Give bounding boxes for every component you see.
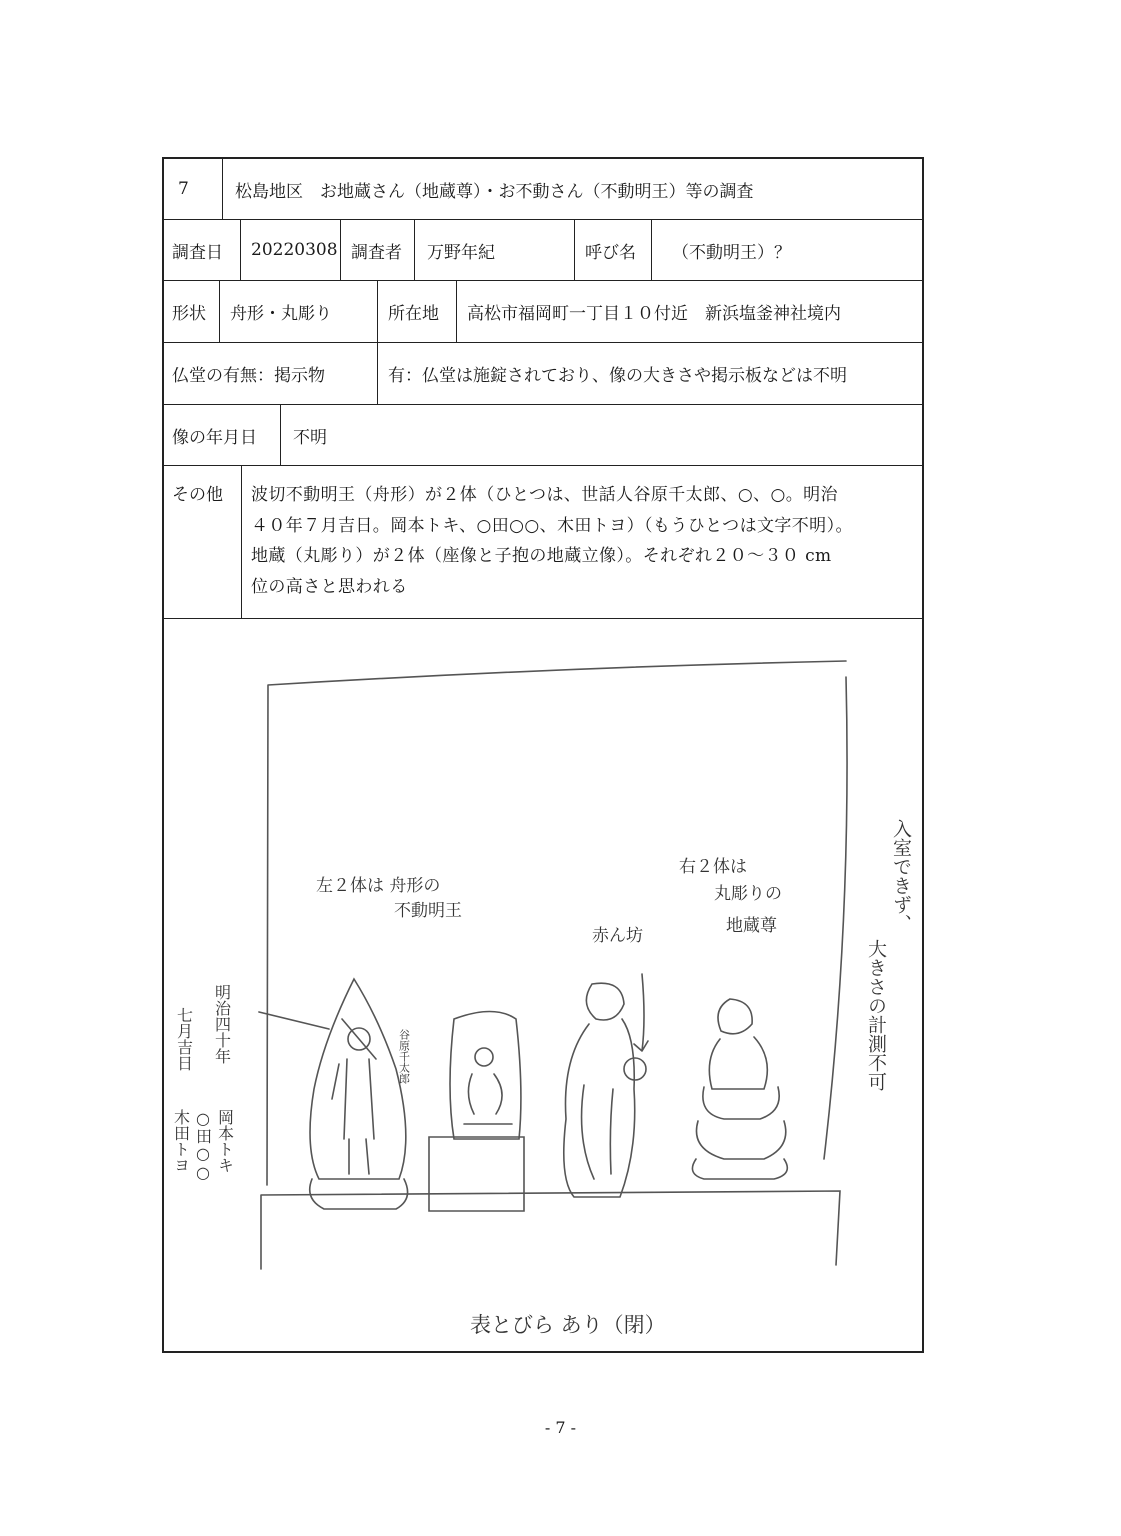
hand-sketch xyxy=(164,619,922,1351)
other-label: その他 xyxy=(172,485,223,505)
date-label: 調査日 xyxy=(172,242,223,263)
side-note-2: 大きさの計測不可 xyxy=(865,939,887,1091)
other-line-4: 位の高さと思われる xyxy=(251,576,408,597)
other-line-1: 波切不動明王（舟形）が２体（ひとつは、世話人谷原千太郎、○、○。明治 xyxy=(251,485,838,505)
other-line-2: ４０年７月吉日。岡本トキ、○田○○、木田トヨ）（もうひとつは文字不明）。 xyxy=(251,515,853,536)
surveyor-value: 万野年紀 xyxy=(414,220,574,280)
call-name-label: 呼び名 xyxy=(574,220,651,280)
survey-row xyxy=(164,220,922,281)
jizo-seated xyxy=(718,999,752,1034)
page-number: - 7 - xyxy=(544,1418,577,1437)
survey-title: 松島地区 お地蔵さん（地蔵尊）・お不動さん（不動明王）等の調査 xyxy=(222,159,922,219)
right-note-2: 丸彫りの xyxy=(714,884,782,904)
shape-label: 形状 xyxy=(172,304,206,324)
left-note-1: 左２体は 舟形の xyxy=(316,876,441,896)
inscription-col1: 明治四十年 xyxy=(212,984,232,1064)
names-col1: 岡本トキ xyxy=(215,1109,235,1173)
shrine-outline xyxy=(261,661,847,1269)
shape-value: 舟形・丸彫り xyxy=(219,281,377,342)
names-col2: ○田○○ xyxy=(193,1109,213,1182)
names-col3: 木田トヨ xyxy=(171,1109,191,1173)
date-made-label: 像の年月日 xyxy=(172,427,257,448)
side-note-1: 入室できず、 xyxy=(890,819,912,933)
date-made-value: 不明 xyxy=(280,405,922,465)
baby-label: 赤ん坊 xyxy=(592,926,643,946)
hall-label: 仏堂の有無：掲示物 xyxy=(172,366,325,386)
other-line-3: 地蔵（丸彫り）が２体（座像と子抱の地蔵立像）。それぞれ２０～３０ cm xyxy=(251,546,832,566)
bottom-note: 表とびら あり（閉） xyxy=(470,1313,666,1337)
left-note-2: 不動明王 xyxy=(394,901,462,921)
hall-value: 有：仏堂は施錠されており、像の大きさや掲示板などは不明 xyxy=(377,343,922,404)
jizo-standing xyxy=(586,983,624,1020)
date-value: 20220308 xyxy=(240,220,340,280)
shape-row xyxy=(164,281,922,343)
date-made-row xyxy=(164,405,922,466)
other-row xyxy=(164,466,922,619)
other-divider xyxy=(241,466,242,618)
survey-form xyxy=(162,157,924,1353)
inscription-col2: 七月吉日 xyxy=(174,1007,194,1071)
right-note-3: 地蔵尊 xyxy=(726,916,777,936)
right-note-1: 右２体は xyxy=(679,857,747,877)
other-text xyxy=(251,480,919,602)
hall-row xyxy=(164,343,922,405)
title-row xyxy=(164,159,922,220)
location-value: 高松市福岡町一丁目１０付近 新浜塩釜神社境内 xyxy=(456,281,922,342)
stone-text: 谷原千太郎 xyxy=(397,1029,411,1084)
call-name-value: （不動明王）？ xyxy=(651,220,922,280)
surveyor-label: 調査者 xyxy=(340,220,414,280)
location-label: 所在地 xyxy=(377,281,456,342)
fudo-statue-left xyxy=(310,979,406,1179)
entry-number: 7 xyxy=(178,179,189,199)
fudo-statue-right xyxy=(450,1012,521,1140)
